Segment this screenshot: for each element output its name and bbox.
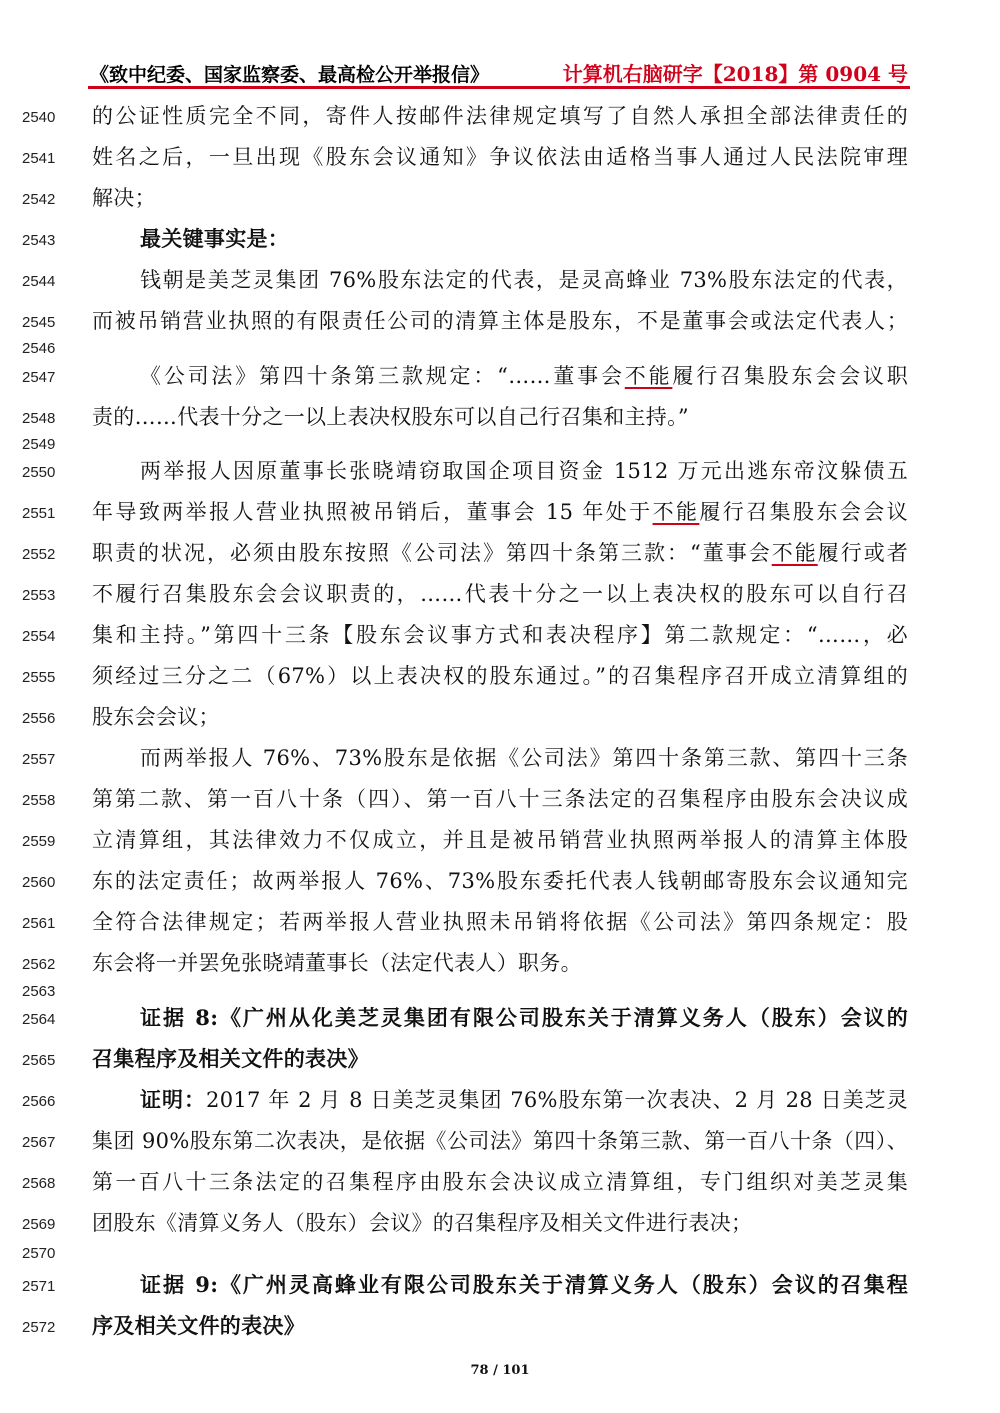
line-number: 2566 xyxy=(22,1093,56,1110)
text-line xyxy=(0,1085,1000,1115)
line-number: 2569 xyxy=(22,1216,56,1233)
underlined-term: 不能 xyxy=(652,500,700,524)
text-line xyxy=(0,1003,1000,1033)
text-line xyxy=(0,784,1000,814)
line-text: 证明：2017 年 2 月 8 日美芝灵集团 76%股东第一次表决、2 月 28 日美芝灵 xyxy=(140,1087,908,1112)
line-number: 2550 xyxy=(22,464,56,481)
text-line xyxy=(0,620,1000,650)
line-text: 集和主持。”第四十三条【股东会议事方式和表决程序】第二款规定：“……，必 xyxy=(92,623,908,647)
evidence-heading: 召集程序及相关文件的表决》 xyxy=(92,1046,369,1071)
line-text: 解决； xyxy=(92,186,156,210)
text-line xyxy=(0,1311,1000,1341)
text-line xyxy=(0,907,1000,937)
line-text: 集团 90%股东第二次表决，是依据《公司法》第四十条第三款、第一百八十条（四）、 xyxy=(92,1129,908,1153)
line-number: 2565 xyxy=(22,1052,56,1069)
line-text: 而被吊销营业执照的有限责任公司的清算主体是股东，不是董事会或法定代表人； xyxy=(92,309,908,333)
text-line xyxy=(0,1167,1000,1197)
line-number: 2551 xyxy=(22,505,56,522)
line-number: 2540 xyxy=(22,109,56,126)
line-number: 2559 xyxy=(22,833,56,850)
underlined-term: 不能 xyxy=(624,364,673,388)
text-line xyxy=(0,361,1000,391)
text-line xyxy=(0,948,1000,978)
line-text: 而两举报人 76%、73%股东是依据《公司法》第四十条第三款、第四十三条 xyxy=(140,746,908,770)
line-text: 《公司法》第四十条第三款规定：“……董事会不能履行召集股东会会议职 xyxy=(140,364,908,388)
line-text: 不履行召集股东会会议职责的，……代表十分之一以上表决权的股东可以自行召 xyxy=(92,582,908,606)
line-number: 2546 xyxy=(22,340,56,357)
text-line xyxy=(0,183,1000,213)
line-text: 两举报人因原董事长张晓靖窃取国企项目资金 1512 万元出逃东帝汶躲债五 xyxy=(140,459,908,483)
line-number: 2541 xyxy=(22,150,56,167)
text-line xyxy=(0,743,1000,773)
text-line xyxy=(0,224,1000,254)
text-line xyxy=(0,332,1000,362)
text-line xyxy=(0,702,1000,732)
line-number: 2558 xyxy=(22,792,56,809)
line-number: 2547 xyxy=(22,369,56,386)
text-line xyxy=(0,975,1000,1005)
evidence-heading: 证据 8:《广州从化美芝灵集团有限公司股东关于清算义务人（股东）会议的 xyxy=(140,1005,908,1030)
text-line xyxy=(0,866,1000,896)
text-line xyxy=(0,661,1000,691)
evidence-heading: 序及相关文件的表决》 xyxy=(92,1313,305,1338)
line-number: 2562 xyxy=(22,956,56,973)
line-text: 东的法定责任；故两举报人 76%、73%股东委托代表人钱朝邮寄股东会议通知完 xyxy=(92,869,908,893)
text-line xyxy=(0,1126,1000,1156)
text-line xyxy=(0,579,1000,609)
text-line xyxy=(0,101,1000,131)
section-heading: 最关键事实是： xyxy=(140,226,290,251)
line-text: 股东会会议； xyxy=(92,705,220,729)
line-text: 东会将一并罢免张晓靖董事长（法定代表人）职务。 xyxy=(92,951,582,975)
text-line xyxy=(0,265,1000,295)
line-number: 2567 xyxy=(22,1134,56,1151)
evidence-heading: 证据 9:《广州灵高蜂业有限公司股东关于清算义务人（股东）会议的召集程 xyxy=(140,1272,908,1297)
text-line xyxy=(0,456,1000,486)
line-number: 2563 xyxy=(22,983,56,1000)
text-line xyxy=(0,1208,1000,1238)
line-number: 2548 xyxy=(22,410,56,427)
line-number: 2549 xyxy=(22,436,56,453)
text-line xyxy=(0,428,1000,458)
line-text: 责的……代表十分之一以上表决权股东可以自己行召集和主持。” xyxy=(92,405,689,429)
line-number: 2564 xyxy=(22,1011,56,1028)
line-text: 第一百八十三条法定的召集程序由股东会决议成立清算组，专门组织对美芝灵集 xyxy=(92,1170,908,1194)
line-text: 姓名之后，一旦出现《股东会议通知》争议依法由适格当事人通过人民法院审理 xyxy=(92,145,908,169)
line-number: 2552 xyxy=(22,546,56,563)
line-number: 2554 xyxy=(22,628,56,645)
header-title: 《致中纪委、国家监察委、最高检公开举报信》 xyxy=(90,64,490,86)
line-number: 2543 xyxy=(22,232,56,249)
line-text: 团股东《清算义务人（股东）会议》的召集程序及相关文件进行表决； xyxy=(92,1211,753,1235)
line-text: 年导致两举报人营业执照被吊销后，董事会 15 年处于不能履行召集股东会会议 xyxy=(92,500,908,524)
line-number: 2542 xyxy=(22,191,56,208)
text-line xyxy=(0,538,1000,568)
line-text: 立清算组，其法律效力不仅成立，并且是被吊销营业执照两举报人的清算主体股 xyxy=(92,828,908,852)
text-line xyxy=(0,1044,1000,1074)
line-text: 的公证性质完全不同，寄件人按邮件法律规定填写了自然人承担全部法律责任的 xyxy=(92,104,908,128)
text-line xyxy=(0,142,1000,172)
header-doc-number: 计算机右脑研字【2018】第 0904 号 xyxy=(562,62,908,86)
line-number: 2571 xyxy=(22,1278,56,1295)
line-number: 2560 xyxy=(22,874,56,891)
line-text: 全符合法律规定；若两举报人营业执照未吊销将依据《公司法》第四条规定：股 xyxy=(92,910,908,934)
proof-label: 证明： xyxy=(140,1087,207,1112)
line-text: 职责的状况，必须由股东按照《公司法》第四十条第三款：“董事会不能履行或者 xyxy=(92,541,908,565)
page-number: 78 / 101 xyxy=(470,1363,530,1378)
underlined-term: 不能 xyxy=(771,541,818,565)
header-divider xyxy=(88,86,910,89)
line-number: 2572 xyxy=(22,1319,56,1336)
line-number: 2545 xyxy=(22,314,56,331)
line-number: 2561 xyxy=(22,915,56,932)
line-number: 2555 xyxy=(22,669,56,686)
text-line xyxy=(0,1270,1000,1300)
line-number: 2570 xyxy=(22,1245,56,1262)
line-number: 2544 xyxy=(22,273,56,290)
line-number: 2553 xyxy=(22,587,56,604)
line-text: 钱朝是美芝灵集团 76%股东法定的代表，是灵高蜂业 73%股东法定的代表， xyxy=(140,268,908,292)
line-text: 第第二款、第一百八十条（四）、第一百八十三条法定的召集程序由股东会决议成 xyxy=(92,787,908,811)
line-number: 2556 xyxy=(22,710,56,727)
text-line xyxy=(0,497,1000,527)
text-line xyxy=(0,825,1000,855)
line-number: 2557 xyxy=(22,751,56,768)
line-text: 须经过三分之二（67%）以上表决权的股东通过。”的召集程序召开成立清算组的 xyxy=(92,664,908,688)
text-line xyxy=(0,1237,1000,1267)
line-number: 2568 xyxy=(22,1175,56,1192)
